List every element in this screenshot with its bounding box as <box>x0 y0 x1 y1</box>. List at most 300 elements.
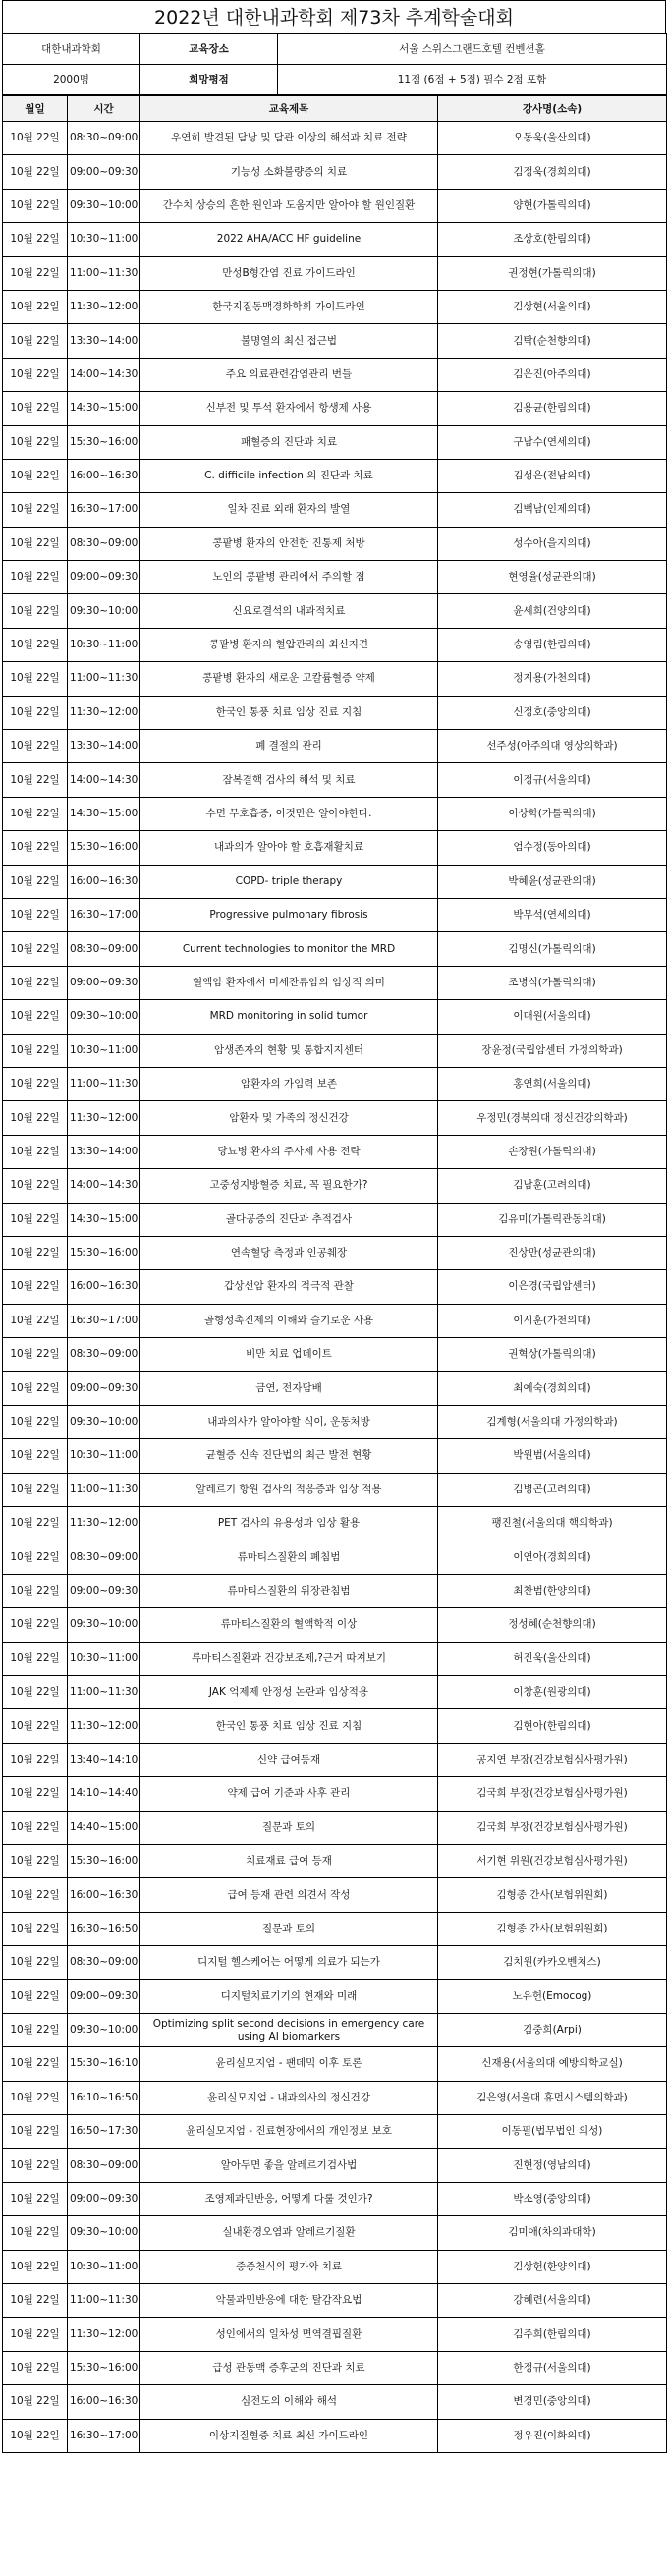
row-time: 08:30~09:00 <box>68 1540 140 1574</box>
row-time: 16:30~16:50 <box>68 1912 140 1945</box>
row-topic: 고중성지방혈증 치료, 꼭 필요한가? <box>140 1169 438 1203</box>
schedule-table <box>2 95 667 2453</box>
table-row <box>3 1405 667 1438</box>
row-topic: 일차 진료 외래 환자의 발열 <box>140 493 438 527</box>
row-date: 10월 22일 <box>3 1507 68 1540</box>
row-speaker: 박무석(연세의대) <box>438 898 667 931</box>
table-row <box>3 1980 667 2013</box>
table-row <box>3 2351 667 2384</box>
row-time: 16:00~16:30 <box>68 2385 140 2419</box>
table-row <box>3 1608 667 1642</box>
table-row <box>3 290 667 323</box>
organizer-value: 대한내과학회 <box>3 34 140 65</box>
row-date: 10월 22일 <box>3 1709 68 1743</box>
row-topic: 콩팥병 환자의 혈압관리의 최신지견 <box>140 628 438 661</box>
row-topic: 치료재료 급여 등재 <box>140 1844 438 1877</box>
row-time: 16:10~16:50 <box>68 2081 140 2114</box>
row-topic: 윤리실모지엄 - 내과의사의 정신건강 <box>140 2081 438 2114</box>
row-time: 09:00~09:30 <box>68 1980 140 2013</box>
row-topic: 한국인 통풍 치료 임상 진료 지침 <box>140 1709 438 1743</box>
row-topic: 연속혈당 측정과 인공췌장 <box>140 1236 438 1269</box>
row-topic: 질문과 토의 <box>140 1811 438 1844</box>
row-time: 16:30~17:00 <box>68 2419 140 2452</box>
row-time: 15:30~16:10 <box>68 2047 140 2081</box>
table-row <box>3 2318 667 2351</box>
row-date: 10월 22일 <box>3 2351 68 2384</box>
row-date: 10월 22일 <box>3 122 68 155</box>
row-speaker: 구남수(연세의대) <box>438 425 667 459</box>
row-speaker: 윤세희(건양의대) <box>438 594 667 628</box>
row-date: 10월 22일 <box>3 2182 68 2215</box>
row-topic: 류마티스질환과 건강보조제,?근거 따져보기 <box>140 1642 438 1675</box>
row-speaker: 이연아(경희의대) <box>438 1540 667 1574</box>
row-topic: JAK 억제제 안정성 논란과 임상적용 <box>140 1675 438 1708</box>
row-date: 10월 22일 <box>3 1169 68 1203</box>
row-speaker: 선주성(아주의대 영상의학과) <box>438 730 667 763</box>
table-row <box>3 1675 667 1708</box>
row-topic: 신부전 및 투석 환자에서 항생제 사용 <box>140 392 438 425</box>
schedule-body <box>3 122 667 2453</box>
row-date: 10월 22일 <box>3 527 68 560</box>
row-date: 10월 22일 <box>3 1642 68 1675</box>
header-row <box>3 96 667 122</box>
row-topic: 갑상선암 환자의 적극적 관찰 <box>140 1270 438 1304</box>
row-time: 16:00~16:30 <box>68 1878 140 1912</box>
row-time: 16:00~16:30 <box>68 1270 140 1304</box>
table-row <box>3 1777 667 1811</box>
table-row <box>3 1135 667 1168</box>
row-date: 10월 22일 <box>3 932 68 966</box>
row-date: 10월 22일 <box>3 628 68 661</box>
row-time: 08:30~09:00 <box>68 932 140 966</box>
table-row <box>3 425 667 459</box>
table-row <box>3 1203 667 1236</box>
row-speaker: 오동욱(울산의대) <box>438 122 667 155</box>
row-speaker: 김상헌(한양의대) <box>438 2250 667 2283</box>
row-time: 11:30~12:00 <box>68 1709 140 1743</box>
row-time: 10:30~11:00 <box>68 1439 140 1473</box>
row-date: 10월 22일 <box>3 797 68 830</box>
table-row <box>3 831 667 865</box>
row-time: 09:00~09:30 <box>68 966 140 999</box>
row-topic: 균혈증 신속 진단법의 최근 발전 현황 <box>140 1439 438 1473</box>
row-topic: 골다공증의 진단과 추적검사 <box>140 1203 438 1236</box>
table-row <box>3 2216 667 2250</box>
row-time: 09:00~09:30 <box>68 2182 140 2215</box>
row-speaker: 조상호(한림의대) <box>438 223 667 256</box>
row-topic: 신약 급여등재 <box>140 1743 438 1776</box>
row-date: 10월 22일 <box>3 1270 68 1304</box>
row-topic: 노인의 콩팥병 관리에서 주의할 점 <box>140 561 438 594</box>
row-date: 10월 22일 <box>3 1067 68 1100</box>
row-topic: 내과의사가 알아야할 식이, 운동처방 <box>140 1405 438 1438</box>
row-time: 11:00~11:30 <box>68 1473 140 1506</box>
row-speaker: 홍연희(서울의대) <box>438 1067 667 1100</box>
row-time: 08:30~09:00 <box>68 1946 140 1980</box>
row-topic: 악물과민반응에 대한 탈감작요법 <box>140 2284 438 2318</box>
header-speaker: 강사명(소속) <box>438 96 667 122</box>
row-time: 14:00~14:30 <box>68 1169 140 1203</box>
row-date: 10월 22일 <box>3 2081 68 2114</box>
table-row <box>3 1912 667 1945</box>
row-speaker: 신재용(서울의대 예방의학교실) <box>438 2047 667 2081</box>
row-speaker: 김치원(카카오벤처스) <box>438 1946 667 1980</box>
table-row <box>3 797 667 830</box>
row-topic: Current technologies to monitor the MRD <box>140 932 438 966</box>
row-topic: 이상지질혈증 치료 최신 가이드라인 <box>140 2419 438 2452</box>
row-topic: 한국인 통풍 치료 임상 진료 지침 <box>140 696 438 729</box>
table-row <box>3 324 667 358</box>
header-topic: 교육제목 <box>140 96 438 122</box>
row-date: 10월 22일 <box>3 256 68 290</box>
table-row <box>3 932 667 966</box>
table-row <box>3 1507 667 1540</box>
row-date: 10월 22일 <box>3 2149 68 2182</box>
row-topic: 중증천식의 평가와 치료 <box>140 2250 438 2283</box>
row-date: 10월 22일 <box>3 189 68 222</box>
row-time: 15:30~16:00 <box>68 831 140 865</box>
table-row <box>3 1372 667 1405</box>
table-row <box>3 2013 667 2046</box>
row-time: 16:30~17:00 <box>68 493 140 527</box>
row-time: 08:30~09:00 <box>68 527 140 560</box>
row-time: 09:30~10:00 <box>68 189 140 222</box>
row-speaker: 김현아(한림의대) <box>438 1709 667 1743</box>
row-speaker: 김은영(서울대 휴먼시스템의학과) <box>438 2081 667 2114</box>
row-speaker: 이정규(서울의대) <box>438 763 667 797</box>
row-topic: 조영제과민반응, 어떻게 다룰 것인가? <box>140 2182 438 2215</box>
row-date: 10월 22일 <box>3 2284 68 2318</box>
row-topic: 암환자의 가임력 보존 <box>140 1067 438 1100</box>
row-topic: 질문과 토의 <box>140 1912 438 1945</box>
row-speaker: 신정호(중앙의대) <box>438 696 667 729</box>
row-topic: 류마티스질환의 폐침범 <box>140 1540 438 1574</box>
table-row <box>3 2182 667 2215</box>
row-time: 16:00~16:30 <box>68 865 140 898</box>
row-topic: 성인에서의 일차성 면역결핍질환 <box>140 2318 438 2351</box>
row-speaker: 김주희(한림의대) <box>438 2318 667 2351</box>
page-title: 2022년 대한내과학회 제73차 추계학술대회 <box>2 0 666 33</box>
row-topic: 디지털치료기기의 현재와 미래 <box>140 1980 438 2013</box>
row-speaker: 김상현(서울의대) <box>438 290 667 323</box>
row-time: 11:00~11:30 <box>68 2284 140 2318</box>
table-row <box>3 1067 667 1100</box>
row-topic: 폐 결절의 관리 <box>140 730 438 763</box>
row-date: 10월 22일 <box>3 1777 68 1811</box>
row-speaker: 김정욱(경희의대) <box>438 155 667 189</box>
row-time: 11:30~12:00 <box>68 1101 140 1135</box>
row-speaker: 팽진철(서울의대 핵의학과) <box>438 1507 667 1540</box>
row-speaker: 김남훈(고려의대) <box>438 1169 667 1203</box>
row-time: 09:30~10:00 <box>68 594 140 628</box>
row-date: 10월 22일 <box>3 1473 68 1506</box>
row-topic: 약제 급여 기준과 사후 관리 <box>140 1777 438 1811</box>
row-time: 10:30~11:00 <box>68 223 140 256</box>
row-topic: Optimizing split second decisions in emergency care using AI biomarkers <box>140 2013 438 2046</box>
row-speaker: 이동필(법무법인 의성) <box>438 2115 667 2149</box>
table-row <box>3 662 667 696</box>
row-time: 13:30~14:00 <box>68 324 140 358</box>
table-row <box>3 1946 667 1980</box>
row-topic: PET 검사의 유용성과 임상 활용 <box>140 1507 438 1540</box>
table-row <box>3 2081 667 2114</box>
row-topic: 윤리실모지엄 - 팬데믹 이후 토론 <box>140 2047 438 2081</box>
score-value: 11점 (6점 + 5점) 필수 2점 포함 <box>278 65 667 95</box>
row-date: 10월 22일 <box>3 2250 68 2283</box>
table-row <box>3 1270 667 1304</box>
table-row <box>3 1101 667 1135</box>
row-date: 10월 22일 <box>3 1675 68 1708</box>
table-row <box>3 1540 667 1574</box>
row-date: 10월 22일 <box>3 730 68 763</box>
row-topic: 내과의가 알아야 할 호흡재활치료 <box>140 831 438 865</box>
row-speaker: 김미애(차의과대학) <box>438 2216 667 2250</box>
table-row <box>3 966 667 999</box>
row-date: 10월 22일 <box>3 493 68 527</box>
table-row <box>3 898 667 931</box>
row-speaker: 김국희 부장(건강보험심사평가원) <box>438 1777 667 1811</box>
row-topic: 류마티스질환의 혈액학적 이상 <box>140 1608 438 1642</box>
row-speaker: 우정민(경북의대 정신건강의학과) <box>438 1101 667 1135</box>
row-date: 10월 22일 <box>3 1304 68 1337</box>
row-speaker: 박소영(중앙의대) <box>438 2182 667 2215</box>
row-date: 10월 22일 <box>3 763 68 797</box>
table-row <box>3 1304 667 1337</box>
info-row-2 <box>3 65 667 95</box>
header-time: 시간 <box>68 96 140 122</box>
table-row <box>3 1844 667 1877</box>
row-topic: 비만 치료 업데이트 <box>140 1338 438 1372</box>
row-topic: 주요 의료관련감염관리 번들 <box>140 358 438 391</box>
row-date: 10월 22일 <box>3 1439 68 1473</box>
row-time: 14:30~15:00 <box>68 797 140 830</box>
row-topic: 만성B형간염 진료 가이드라인 <box>140 256 438 290</box>
table-row <box>3 865 667 898</box>
row-speaker: 김탁(순천향의대) <box>438 324 667 358</box>
row-topic: MRD monitoring in solid tumor <box>140 1000 438 1034</box>
row-date: 10월 22일 <box>3 290 68 323</box>
row-topic: 혈액암 환자에서 미세잔류암의 임상적 의미 <box>140 966 438 999</box>
row-speaker: 서기현 위원(건강보험심사평가원) <box>438 1844 667 1877</box>
row-time: 11:30~12:00 <box>68 1507 140 1540</box>
row-date: 10월 22일 <box>3 898 68 931</box>
row-date: 10월 22일 <box>3 594 68 628</box>
row-time: 11:00~11:30 <box>68 256 140 290</box>
row-time: 13:40~14:10 <box>68 1743 140 1776</box>
row-date: 10월 22일 <box>3 459 68 492</box>
row-topic: 2022 AHA/ACC HF guideline <box>140 223 438 256</box>
table-row <box>3 628 667 661</box>
row-date: 10월 22일 <box>3 1743 68 1776</box>
row-speaker: 김병곤(고려의대) <box>438 1473 667 1506</box>
row-speaker: 장윤정(국립암센터 가정의학과) <box>438 1034 667 1067</box>
table-row <box>3 459 667 492</box>
row-date: 10월 22일 <box>3 1980 68 2013</box>
info-table <box>2 33 667 95</box>
row-speaker: 이창훈(원광의대) <box>438 1675 667 1708</box>
row-date: 10월 22일 <box>3 425 68 459</box>
row-speaker: 김계형(서울의대 가정의학과) <box>438 1405 667 1438</box>
row-time: 10:30~11:00 <box>68 1642 140 1675</box>
row-speaker: 성수아(을지의대) <box>438 527 667 560</box>
row-date: 10월 22일 <box>3 2115 68 2149</box>
row-date: 10월 22일 <box>3 1608 68 1642</box>
row-topic: 금연, 전자담배 <box>140 1372 438 1405</box>
row-date: 10월 22일 <box>3 1372 68 1405</box>
row-speaker: 김유미(가톨릭관동의대) <box>438 1203 667 1236</box>
row-speaker: 공지연 부장(건강보험심사평가원) <box>438 1743 667 1776</box>
row-speaker: 김성은(전남의대) <box>438 459 667 492</box>
row-time: 15:30~16:00 <box>68 2351 140 2384</box>
row-time: 11:00~11:30 <box>68 1067 140 1100</box>
table-row <box>3 1439 667 1473</box>
row-topic: 우연히 발견된 담낭 및 담관 이상의 해석과 치료 전략 <box>140 122 438 155</box>
table-row <box>3 696 667 729</box>
row-date: 10월 22일 <box>3 2013 68 2046</box>
row-time: 10:30~11:00 <box>68 628 140 661</box>
row-time: 10:30~11:00 <box>68 1034 140 1067</box>
row-time: 08:30~09:00 <box>68 2149 140 2182</box>
row-time: 09:30~10:00 <box>68 2013 140 2046</box>
row-date: 10월 22일 <box>3 1338 68 1372</box>
row-date: 10월 22일 <box>3 561 68 594</box>
row-time: 14:10~14:40 <box>68 1777 140 1811</box>
row-topic: 신요로결석의 내과적치료 <box>140 594 438 628</box>
row-topic: 디지털 헬스케어는 어떻게 의료가 되는가 <box>140 1946 438 1980</box>
row-time: 14:00~14:30 <box>68 358 140 391</box>
row-speaker: 김국희 부장(건강보험심사평가원) <box>438 1811 667 1844</box>
row-topic: 골형성촉진제의 이해와 슬기로운 사용 <box>140 1304 438 1337</box>
row-speaker: 진현정(영남의대) <box>438 2149 667 2182</box>
row-time: 11:30~12:00 <box>68 290 140 323</box>
row-time: 16:00~16:30 <box>68 459 140 492</box>
venue-value: 서울 스위스그랜드호텔 컨벤션홀 <box>278 34 667 65</box>
row-time: 09:30~10:00 <box>68 2216 140 2250</box>
row-date: 10월 22일 <box>3 324 68 358</box>
row-speaker: 김백남(인제의대) <box>438 493 667 527</box>
row-time: 13:30~14:00 <box>68 1135 140 1168</box>
row-topic: Progressive pulmonary fibrosis <box>140 898 438 931</box>
row-date: 10월 22일 <box>3 223 68 256</box>
row-speaker: 정성혜(순천향의대) <box>438 1608 667 1642</box>
row-time: 13:30~14:00 <box>68 730 140 763</box>
table-row <box>3 155 667 189</box>
row-date: 10월 22일 <box>3 1135 68 1168</box>
row-date: 10월 22일 <box>3 392 68 425</box>
row-date: 10월 22일 <box>3 1574 68 1607</box>
row-time: 14:30~15:00 <box>68 1203 140 1236</box>
row-time: 09:00~09:30 <box>68 561 140 594</box>
row-time: 15:30~16:00 <box>68 1844 140 1877</box>
row-date: 10월 22일 <box>3 1878 68 1912</box>
table-row <box>3 2419 667 2452</box>
row-speaker: 박혜윤(성균관의대) <box>438 865 667 898</box>
row-time: 14:30~15:00 <box>68 392 140 425</box>
table-row <box>3 1743 667 1776</box>
row-time: 16:50~17:30 <box>68 2115 140 2149</box>
row-time: 11:30~12:00 <box>68 2318 140 2351</box>
table-row <box>3 1338 667 1372</box>
row-speaker: 김명신(가톨릭의대) <box>438 932 667 966</box>
row-time: 09:00~09:30 <box>68 155 140 189</box>
table-row <box>3 358 667 391</box>
table-row <box>3 1034 667 1067</box>
table-row <box>3 2149 667 2182</box>
row-speaker: 김형종 간사(보험위원회) <box>438 1878 667 1912</box>
row-time: 11:00~11:30 <box>68 662 140 696</box>
table-row <box>3 1878 667 1912</box>
row-topic: 급성 관동맥 증후군의 진단과 치료 <box>140 2351 438 2384</box>
table-row <box>3 730 667 763</box>
row-topic: 불명열의 최신 접근법 <box>140 324 438 358</box>
table-row <box>3 189 667 222</box>
row-date: 10월 22일 <box>3 358 68 391</box>
row-time: 16:30~17:00 <box>68 898 140 931</box>
row-topic: 콩팥병 환자의 새로운 고칼륨혈증 약제 <box>140 662 438 696</box>
table-row <box>3 1709 667 1743</box>
table-row <box>3 2250 667 2283</box>
row-date: 10월 22일 <box>3 1000 68 1034</box>
row-date: 10월 22일 <box>3 155 68 189</box>
info-row-1 <box>3 34 667 65</box>
row-time: 14:00~14:30 <box>68 763 140 797</box>
row-date: 10월 22일 <box>3 2047 68 2081</box>
row-date: 10월 22일 <box>3 1203 68 1236</box>
row-speaker: 정지용(가천의대) <box>438 662 667 696</box>
row-speaker: 강혜련(서울의대) <box>438 2284 667 2318</box>
row-speaker: 양현(가톨릭의대) <box>438 189 667 222</box>
row-topic: 패혈증의 진단과 치료 <box>140 425 438 459</box>
row-date: 10월 22일 <box>3 1946 68 1980</box>
row-time: 09:30~10:00 <box>68 1000 140 1034</box>
row-time: 09:00~09:30 <box>68 1574 140 1607</box>
row-speaker: 송영림(한림의대) <box>438 628 667 661</box>
row-topic: 콩팥병 환자의 안전한 진통제 처방 <box>140 527 438 560</box>
row-date: 10월 22일 <box>3 2318 68 2351</box>
row-topic: 당뇨병 환자의 주사제 사용 전략 <box>140 1135 438 1168</box>
table-row <box>3 122 667 155</box>
table-row <box>3 1000 667 1034</box>
row-topic: 알아두면 좋을 알레르기검사법 <box>140 2149 438 2182</box>
row-speaker: 한정규(서울의대) <box>438 2351 667 2384</box>
table-row <box>3 223 667 256</box>
row-topic: 윤리실모지엄 - 진료현장에서의 개인정보 보호 <box>140 2115 438 2149</box>
table-row <box>3 1642 667 1675</box>
row-topic: 한국지질동맥경화학회 가이드라인 <box>140 290 438 323</box>
row-time: 16:30~17:00 <box>68 1304 140 1337</box>
row-topic: C. difficile infection 의 진단과 치료 <box>140 459 438 492</box>
table-row <box>3 527 667 560</box>
row-speaker: 손장원(가톨릭의대) <box>438 1135 667 1168</box>
row-time: 11:30~12:00 <box>68 696 140 729</box>
row-speaker: 이상학(가톨릭의대) <box>438 797 667 830</box>
row-date: 10월 22일 <box>3 1811 68 1844</box>
row-speaker: 김용균(한림의대) <box>438 392 667 425</box>
table-row <box>3 1574 667 1607</box>
row-speaker: 박원범(서울의대) <box>438 1439 667 1473</box>
row-speaker: 김중희(Arpi) <box>438 2013 667 2046</box>
row-speaker: 변경민(중앙의대) <box>438 2385 667 2419</box>
schedule-sheet <box>2 0 666 2453</box>
row-topic: 알레르기 항원 검사의 적응증과 임상 적용 <box>140 1473 438 1506</box>
row-speaker: 최찬범(한양의대) <box>438 1574 667 1607</box>
row-speaker: 이시훈(가천의대) <box>438 1304 667 1337</box>
row-topic: 잠복결핵 검사의 해석 및 치료 <box>140 763 438 797</box>
row-date: 10월 22일 <box>3 1844 68 1877</box>
score-label: 희망평점 <box>140 65 278 95</box>
row-topic: 간수치 상승의 흔한 원인과 도움지만 알아야 할 원인질환 <box>140 189 438 222</box>
row-time: 09:30~10:00 <box>68 1405 140 1438</box>
